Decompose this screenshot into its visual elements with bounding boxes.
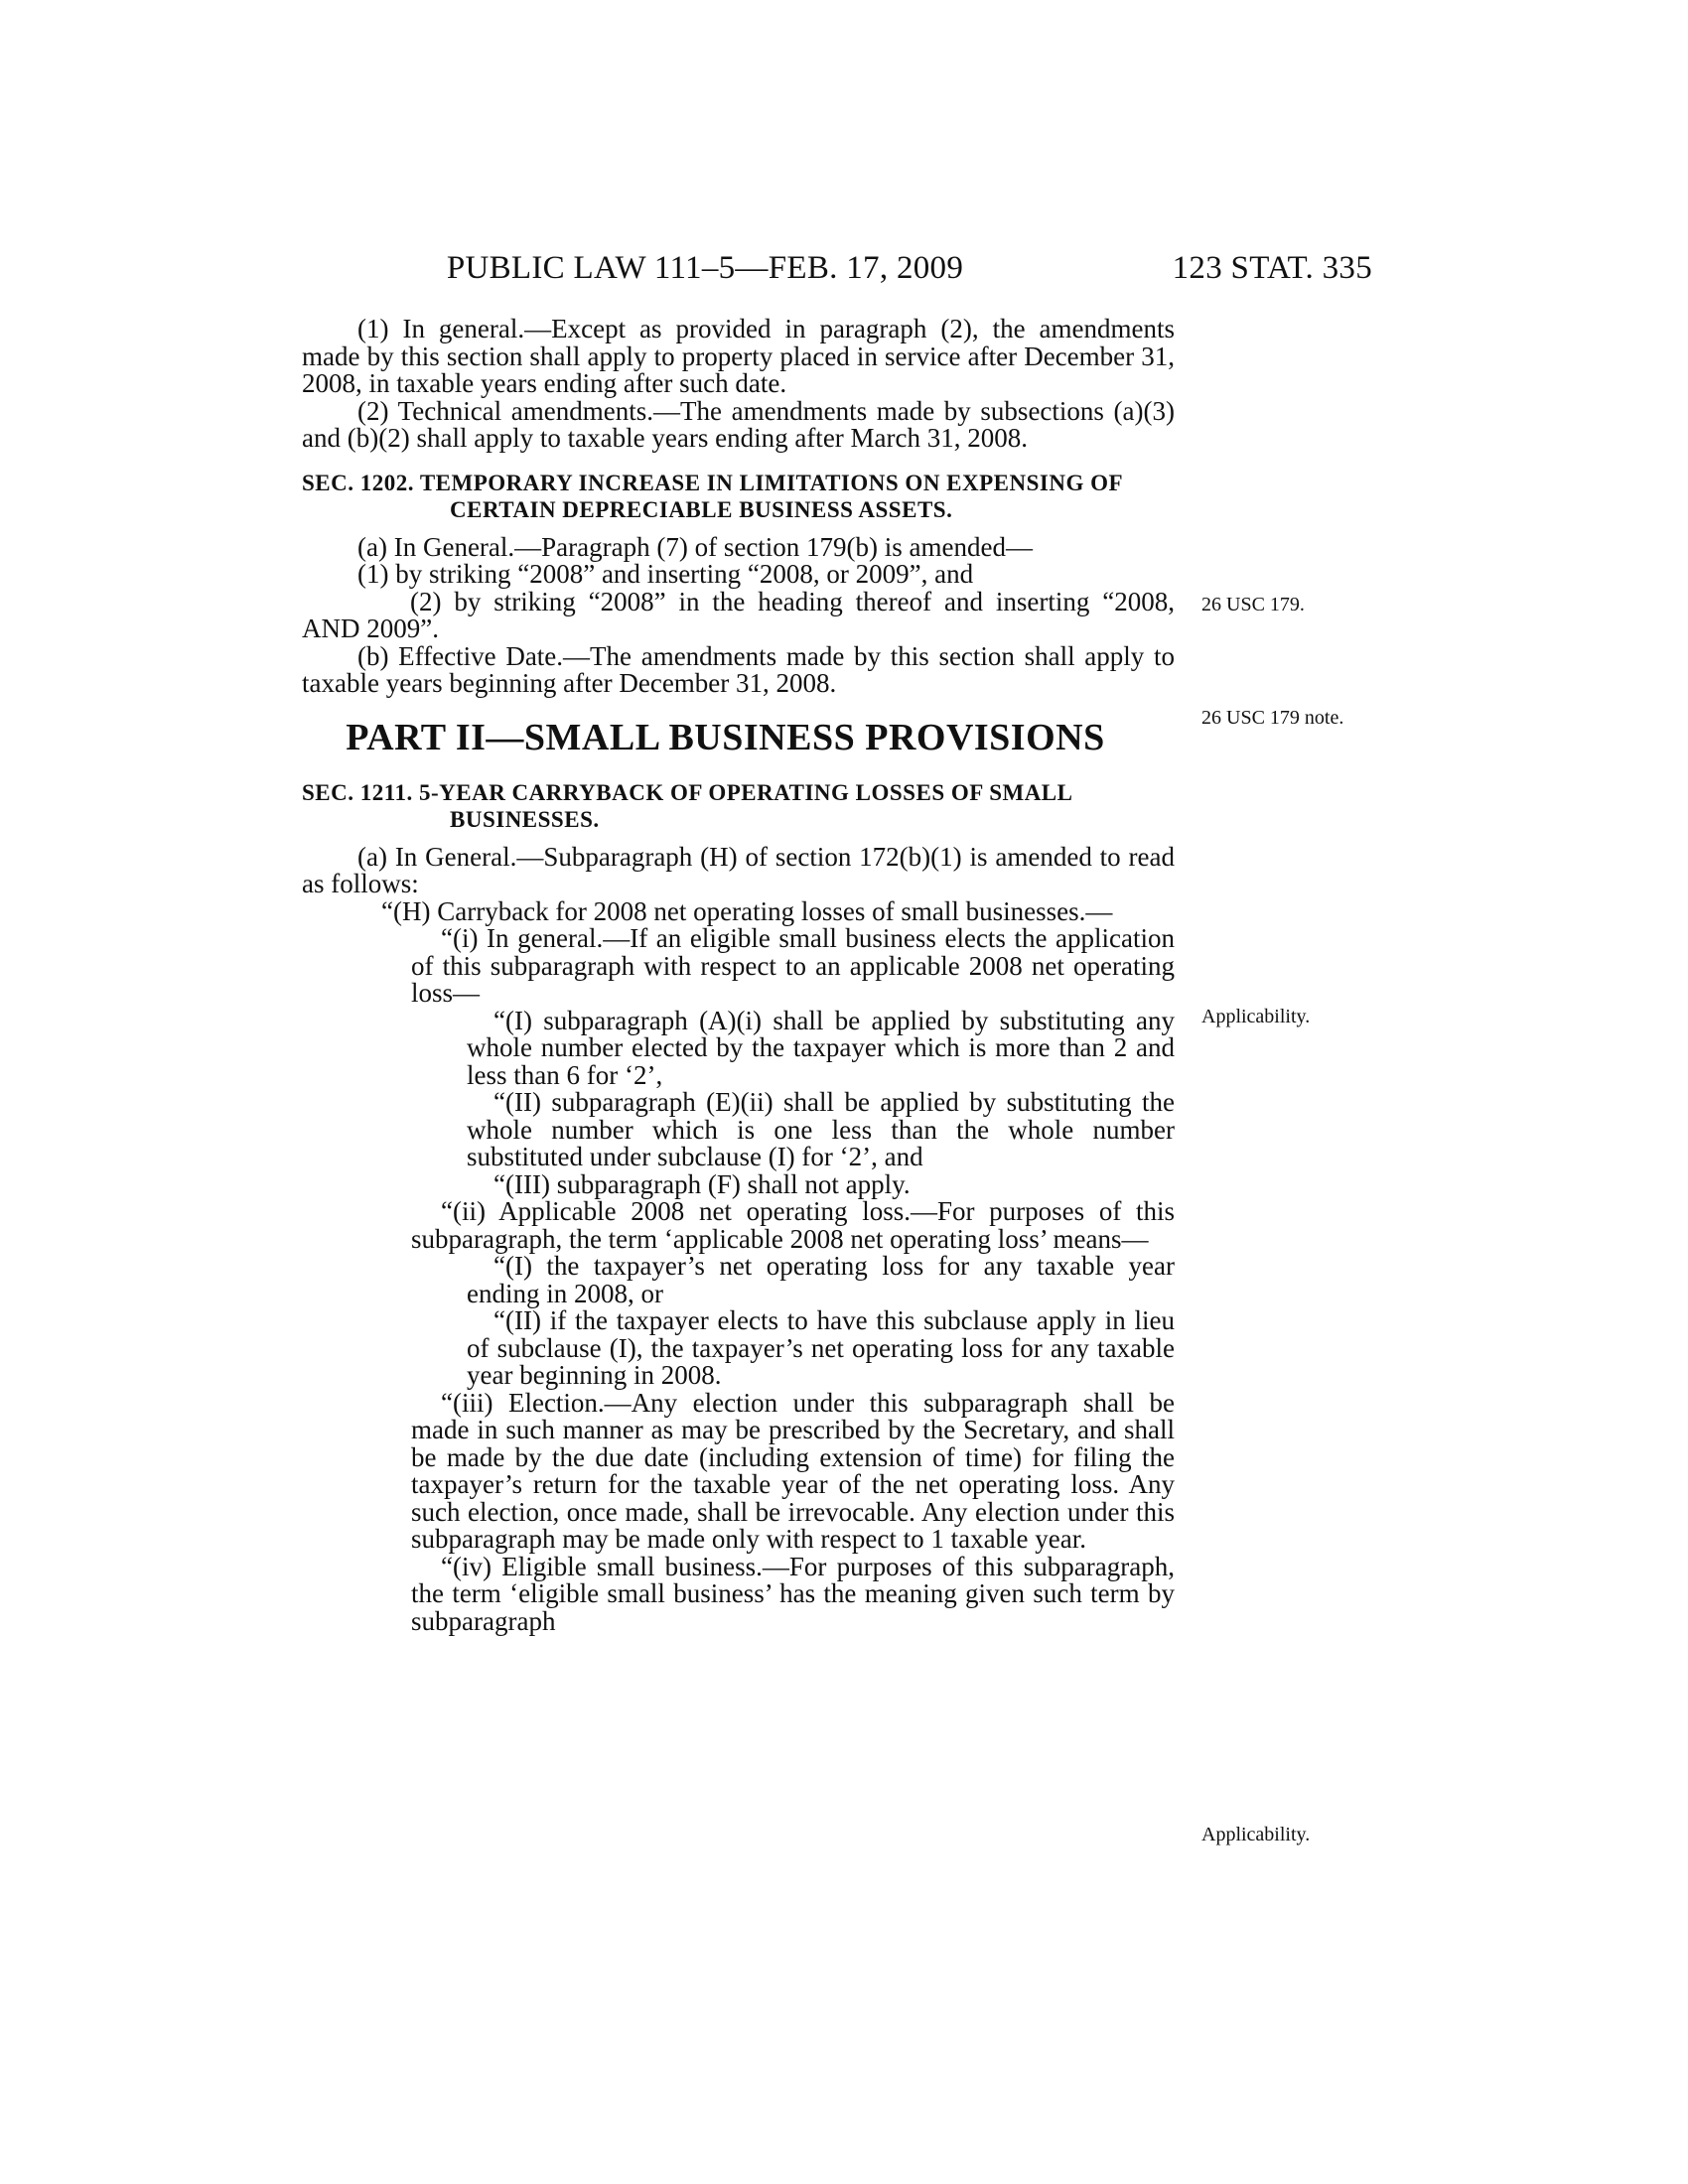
subparagraph-h-heading: “(H) Carryback for 2008 net operating losses of small businesses.— [381, 895, 1113, 926]
page-body [302, 316, 1175, 1635]
clause-ii-subclause-I: “(I) the taxpayer’s net operating loss for any taxable year ending in 2008, or [467, 1251, 1175, 1308]
clause-iii-election: “(iii) Election.—Any election under this subparagraph shall be made in such manner as may be prescribed by the Secretary, and shall be made by the due date (including extension of time) for filing the taxpayer’s return for the taxable year of the net operating loss. Any such election, once made, shall be irrevocable. Any election under this subparagraph may be made only with respect to 1 taxable year. [411, 1387, 1175, 1554]
sec1202-paragraph-2: (2) by striking “2008” in the heading thereof and inserting “2008, AND 2009”. [302, 586, 1175, 643]
running-header-title: PUBLIC LAW 111–5—FEB. 17, 2009 [446, 250, 964, 286]
sec1202-subsection-b: (b) Effective Date.—The amendments made by this section shall apply to taxable years beginning after December 31, 2008. [302, 640, 1175, 698]
subclause-III: “(III) subparagraph (F) shall not apply. [493, 1168, 911, 1199]
section-1202-heading: SEC. 1202. TEMPORARY INCREASE IN LIMITATIONS ON EXPENSING OF CERTAIN DEPRECIABLE BUSINESS ASSETS. [302, 470, 1123, 522]
subclause-I: “(I) subparagraph (A)(i) shall be applied by substituting any whole number elected by the taxpayer which is more than 2 and less than 6 for ‘2’, [467, 1005, 1175, 1090]
sec1211-subsection-a: (a) In General.—Subparagraph (H) of section 172(b)(1) is amended to read as follows: [302, 841, 1175, 898]
margin-note-26-usc-179-note: 26 USC 179 note. [1201, 707, 1344, 729]
margin-note-26-usc-179: 26 USC 179. [1201, 594, 1305, 615]
clause-ii-applicable-loss: “(ii) Applicable 2008 net operating loss.—For purposes of this subparagraph, the term ‘applicable 2008 net operating loss’ means— [411, 1196, 1175, 1254]
paragraph-1-in-general: (1) In general.—Except as provided in paragraph (2), the amendments made by this section shall apply to property placed in service after December 31, 2008, in taxable years ending after such date. [302, 314, 1175, 398]
part-ii-heading: PART II—SMALL BUSINESS PROVISIONS [346, 716, 1105, 758]
subclause-II: “(II) subparagraph (E)(ii) shall be applied by substituting the whole number which is one less than the whole number substituted under subclause (I) for ‘2’, and [467, 1087, 1175, 1171]
clause-iv-eligible-small-business: “(iv) Eligible small business.—For purposes of this subparagraph, the term ‘eligible small business’ has the meaning given such term by subparagraph [411, 1551, 1175, 1636]
section-1211-heading: SEC. 1211. 5-YEAR CARRYBACK OF OPERATING LOSSES OF SMALL BUSINESSES. [302, 779, 1072, 832]
clause-ii-subclause-II: “(II) if the taxpayer elects to have this subclause apply in lieu of subclause (I), the taxpayer’s net operating loss for any taxable year beginning in 2008. [467, 1305, 1175, 1390]
page-number: 123 STAT. 335 [1172, 250, 1372, 286]
margin-note-applicability-2: Applicability. [1201, 1824, 1311, 1845]
sec1202-subsection-a: (a) In General.—Paragraph (7) of section 179(b) is amended— [357, 531, 1033, 562]
margin-note-applicability-1: Applicability. [1201, 1006, 1311, 1027]
clause-i-in-general: “(i) In general.—If an eligible small business elects the application of this subparagraph with respect to an applicable 2008 net operating loss— [411, 923, 1175, 1008]
paragraph-2-technical-amendments: (2) Technical amendments.—The amendments made by subsections (a)(3) and (b)(2) shall apply to taxable years ending after March 31, 2008. [302, 395, 1175, 453]
sec1202-paragraph-1: (1) by striking “2008” and inserting “2008, or 2009”, and [357, 559, 974, 589]
